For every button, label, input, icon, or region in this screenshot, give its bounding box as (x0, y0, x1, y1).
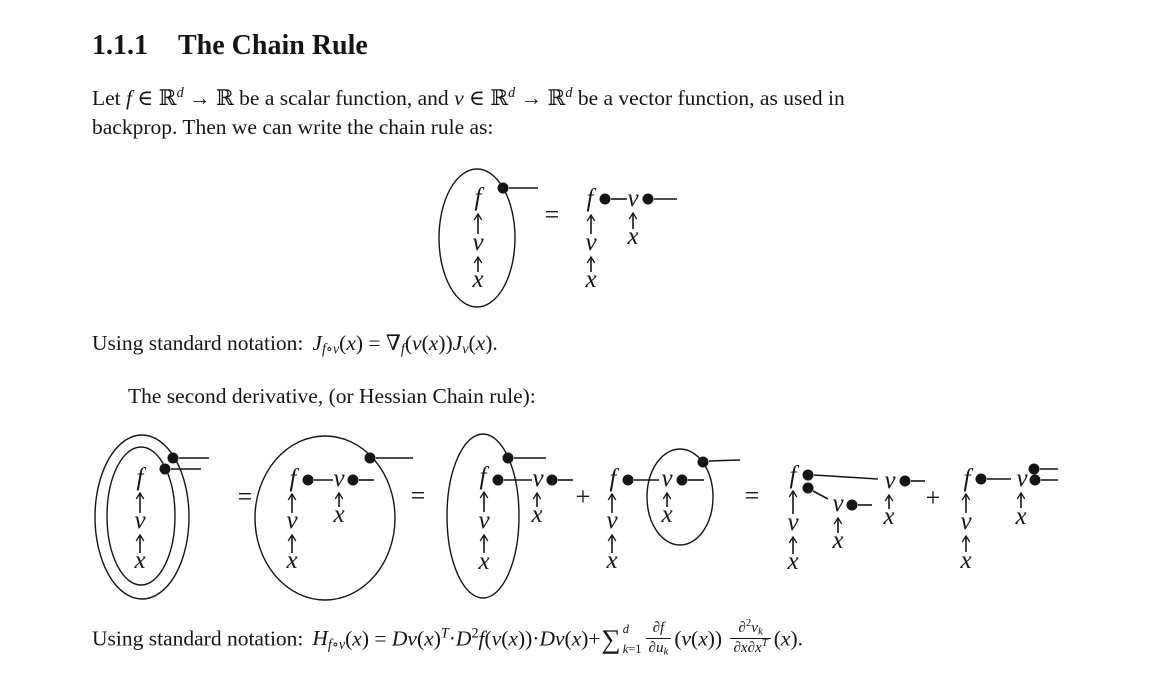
text-run: x (475, 331, 486, 355)
text-run: 2 (471, 625, 479, 642)
text-run: f∘v (321, 341, 340, 358)
text-run: ( (468, 331, 476, 355)
sum-upper-limit (623, 623, 642, 635)
node-label-x: x (883, 503, 895, 530)
contraction-dot (677, 475, 688, 486)
text-run: x (352, 626, 362, 651)
node-label-x: x (1015, 503, 1027, 530)
sum-lower-limit (623, 643, 642, 655)
text-run: ∂ (738, 620, 746, 636)
node-label-v: v (884, 467, 896, 494)
text-run: )) (707, 626, 728, 651)
node-label-v: v (606, 507, 618, 534)
text-run: x (571, 626, 582, 651)
contraction-dot (803, 470, 814, 481)
node-label-v: v (286, 507, 298, 534)
text-run: ). (790, 626, 803, 651)
equals-sign: = (544, 200, 560, 229)
intro-paragraph (92, 84, 845, 142)
contraction-dot (493, 475, 504, 486)
text-run: =1 (628, 641, 642, 656)
text-run: → ℝ (515, 86, 566, 110)
text-run: ( (564, 626, 572, 651)
text-run: ( (345, 626, 353, 651)
section-number: 1.1.1 (92, 30, 148, 61)
text-run: ) = ∇ (355, 331, 401, 355)
text-run: The second derivative, (or Hessian Chain rule): (128, 384, 536, 408)
text-run: k (663, 645, 669, 658)
text-run: Dv (391, 626, 417, 651)
sum-limits (623, 623, 642, 655)
text-run: ( (416, 626, 425, 651)
plus-sign: + (575, 482, 591, 511)
text-run: D (455, 626, 472, 651)
contraction-dot (160, 464, 171, 475)
text-run: Let (92, 86, 127, 110)
free-index-edge (709, 460, 740, 461)
text-run: ( (404, 331, 413, 355)
node-label-x: x (531, 501, 543, 528)
text-run: f∘v (327, 636, 346, 653)
contraction-dot (803, 483, 814, 494)
jacobian-notation-line (92, 328, 498, 358)
node-label-v: v (333, 465, 345, 492)
text-run: T (440, 625, 449, 642)
text-run: → ℝ be a scalar function, and (183, 86, 455, 110)
contraction-dot (547, 475, 558, 486)
node-label-v: v (585, 229, 597, 256)
text-run: x (698, 626, 708, 651)
node-label-f: f (789, 462, 797, 489)
node-label-v: v (134, 507, 146, 534)
text-run: k (757, 625, 763, 638)
fraction-denominator (730, 636, 770, 657)
node-label-v: v (627, 185, 639, 212)
node-label-x: x (832, 527, 844, 554)
fraction (730, 617, 770, 657)
text-run: x (346, 331, 356, 355)
node-label-x: x (134, 547, 146, 574)
node-label-f: f (586, 185, 594, 212)
text-run: x (424, 626, 434, 651)
node-label-x: x (478, 548, 490, 575)
text-run: v (751, 620, 758, 636)
node-label-x: x (960, 547, 972, 574)
contraction-dot (348, 475, 359, 486)
text-run: · (448, 626, 456, 651)
text-run: J (452, 331, 463, 355)
free-index-edge (814, 475, 878, 479)
text-run: ∈ ℝ (463, 86, 509, 110)
text-run: ). (485, 331, 498, 355)
text-run: H (312, 626, 328, 651)
equals-sign: = (237, 482, 253, 511)
node-label-x: x (606, 547, 618, 574)
text-run: v (681, 626, 692, 651)
text-run: J (312, 331, 322, 355)
node-label-v: v (532, 465, 544, 492)
node-label-x: x (585, 266, 597, 293)
node-label-v: v (787, 509, 799, 536)
fraction-numerator (646, 620, 672, 639)
text-run: f (478, 626, 485, 651)
contraction-dot (168, 453, 179, 464)
free-index-edge (813, 491, 828, 499)
text-run: ( (484, 626, 492, 651)
text-run: ( (339, 331, 347, 355)
text-run: ∈ ℝ (132, 86, 177, 110)
contraction-dot (498, 183, 509, 194)
node-label-x: x (472, 266, 484, 293)
section-heading (92, 30, 368, 62)
sum-operator (602, 623, 642, 655)
contraction-dot (303, 475, 314, 486)
text-run: ) = (361, 626, 392, 651)
node-label-x: x (661, 501, 673, 528)
node-label-f: f (609, 465, 617, 492)
node-label-f: f (136, 464, 144, 491)
text-run: ( (501, 626, 509, 651)
text-run: v (412, 331, 422, 355)
node-label-x: x (333, 501, 345, 528)
text-run: d (176, 85, 184, 102)
text-run: Using standard notation: (92, 331, 304, 355)
text-run: d (565, 85, 573, 102)
section-title: The Chain Rule (178, 30, 368, 61)
fraction (646, 620, 672, 657)
node-label-f: f (963, 465, 971, 492)
text-run: Dv (539, 626, 565, 651)
text-run: T (761, 636, 768, 649)
text-run: )+ (581, 626, 601, 651)
node-label-f: f (474, 184, 482, 211)
text-run: be a vector function, as used in (572, 86, 845, 110)
text-run: ( (691, 626, 699, 651)
node-label-x: x (787, 548, 799, 575)
hessian-chain-rule-diagram (88, 428, 1080, 603)
text-run: ∂u (648, 639, 664, 656)
contraction-dot (643, 194, 654, 205)
node-label-v: v (832, 490, 844, 517)
text-run: x (428, 331, 439, 355)
text-run: v (462, 341, 469, 358)
contraction-dot (976, 474, 987, 485)
chain-rule-diagram (430, 160, 710, 312)
contraction-dot (1029, 464, 1040, 475)
text-run: x (780, 626, 791, 651)
contraction-dot (365, 453, 376, 464)
contraction-dot (698, 457, 709, 468)
plus-sign: + (925, 483, 941, 512)
text-run: Using standard notation: (92, 626, 304, 651)
node-label-f: f (289, 465, 297, 492)
text-run: ∂x∂x (733, 639, 762, 656)
node-label-v: v (960, 508, 972, 535)
text-run: ( (674, 626, 682, 651)
text-run: v (491, 626, 502, 651)
text-run: ( (773, 626, 781, 651)
node-label-v: v (1016, 465, 1028, 492)
contraction-dot (623, 475, 634, 486)
text-run: 2 (745, 617, 752, 630)
contraction-dot (1030, 475, 1041, 486)
text-run: d (622, 622, 629, 637)
text-run: f (400, 341, 405, 358)
text-run: k (622, 641, 629, 656)
contraction-dot (900, 476, 911, 487)
fraction-denominator (646, 639, 672, 657)
text-run: ( (421, 331, 429, 355)
node-label-f: f (479, 463, 487, 490)
node-label-x: x (627, 223, 639, 250)
text-run: f (126, 86, 133, 110)
node-label-x: x (286, 547, 298, 574)
text-run: x (508, 626, 518, 651)
text-run: backprop. Then we can write the chain rule as: (92, 115, 494, 139)
contraction-dot (600, 194, 611, 205)
node-label-v: v (478, 507, 490, 534)
text-run: v (454, 86, 464, 110)
second-derivative-line (128, 381, 536, 411)
text-run: ∂f (652, 620, 665, 636)
contraction-dot (847, 500, 858, 511)
sum-symbol: ∑ (601, 623, 621, 654)
equals-sign: = (744, 481, 760, 510)
contraction-dot (503, 453, 514, 464)
text-run: ))· (517, 626, 540, 651)
equals-sign: = (410, 481, 426, 510)
node-label-v: v (472, 229, 484, 256)
text-run: )) (438, 331, 453, 355)
text-run: d (508, 85, 516, 102)
hessian-notation-line (92, 617, 803, 659)
text-run: ) (433, 626, 441, 651)
node-label-v: v (661, 465, 673, 492)
